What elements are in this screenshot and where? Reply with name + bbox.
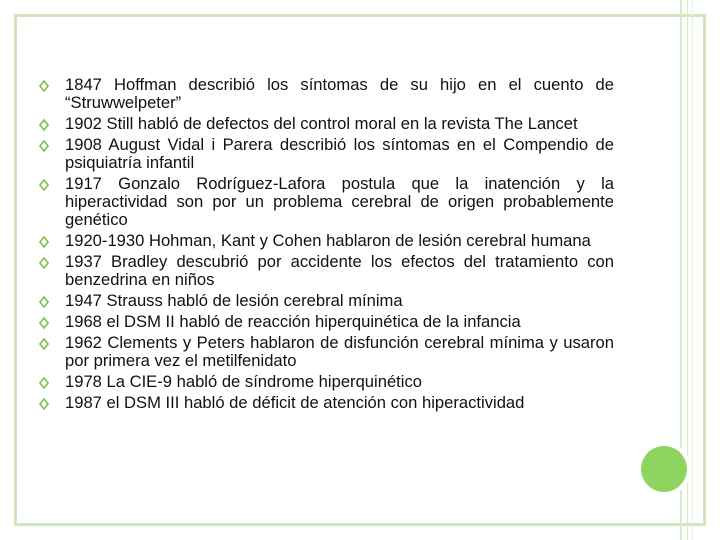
list-item	[38, 76, 614, 112]
bullet-diamond-icon	[38, 313, 54, 331]
bullet-diamond-icon	[38, 253, 54, 271]
green-circle-decoration	[641, 446, 687, 492]
list-item	[38, 253, 614, 289]
decorative-vertical-line	[692, 0, 693, 540]
list-item-text: 1902 Still habló de defectos del control moral en la revista The Lancet	[65, 114, 578, 133]
list-item	[38, 232, 614, 250]
list-item	[38, 175, 614, 229]
list-item-text: 1920-1930 Hohman, Kant y Cohen hablaron de lesión cerebral humana	[65, 231, 591, 250]
list-item-text: 1937 Bradley descubrió por accidente los efectos del tratamiento con benzedrina en niños	[65, 252, 614, 289]
bullet-diamond-icon	[38, 334, 54, 352]
list-item	[38, 394, 614, 412]
history-bullet-list	[38, 76, 614, 415]
bullet-diamond-icon	[38, 292, 54, 310]
bullet-diamond-icon	[38, 232, 54, 250]
list-item-text: 1978 La CIE-9 habló de síndrome hiperquinético	[65, 372, 423, 391]
decorative-vertical-line	[687, 0, 688, 540]
bullet-diamond-icon	[38, 115, 54, 133]
list-item-text: 1917 Gonzalo Rodríguez-Lafora postula que la inatención y la hiperactividad son por un problema cerebral de origen probablemente genético	[65, 174, 614, 229]
bullet-diamond-icon	[38, 136, 54, 154]
list-item-text: 1987 el DSM III habló de déficit de atención con hiperactividad	[65, 393, 525, 412]
list-item	[38, 334, 614, 370]
bullet-diamond-icon	[38, 394, 54, 412]
list-item	[38, 115, 614, 133]
list-item	[38, 313, 614, 331]
list-item-text: 1847 Hoffman describió los síntomas de su hijo en el cuento de “Struwwelpeter”	[65, 75, 614, 112]
list-item	[38, 136, 614, 172]
bullet-diamond-icon	[38, 175, 54, 193]
list-item-text: 1968 el DSM II habló de reacción hiperquinética de la infancia	[65, 312, 521, 331]
list-item-text: 1947 Strauss habló de lesión cerebral mínima	[65, 291, 403, 310]
list-item	[38, 292, 614, 310]
list-item-text: 1962 Clements y Peters hablaron de disfunción cerebral mínima y usaron por primera vez el metilfenidato	[65, 333, 614, 370]
bullet-diamond-icon	[38, 76, 54, 94]
bullet-diamond-icon	[38, 373, 54, 391]
list-item-text: 1908 August Vidal i Parera describió los síntomas en el Compendio de psiquiatría infantil	[65, 135, 614, 172]
list-item	[38, 373, 614, 391]
